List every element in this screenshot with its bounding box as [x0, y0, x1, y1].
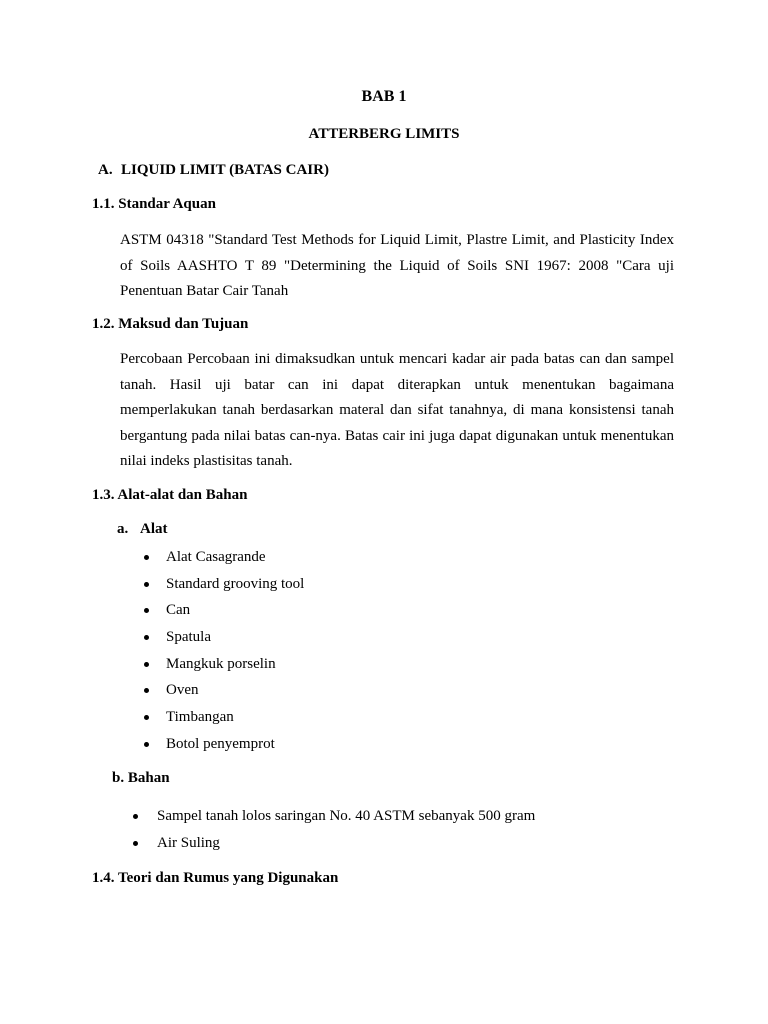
- list-item-label: Oven: [166, 682, 199, 699]
- bullet-icon: [133, 841, 138, 846]
- list-item-label: Sampel tanah lolos saringan No. 40 ASTM sebanyak 500 gram: [157, 808, 536, 824]
- list-item-label: Standard grooving tool: [166, 575, 305, 592]
- bullet-icon: [144, 742, 149, 747]
- bullet-icon: [144, 662, 149, 667]
- bullet-icon: [144, 688, 149, 693]
- bullet-icon: [144, 635, 149, 640]
- list-item-label: Alat Casagrande: [166, 549, 266, 565]
- bullet-icon: [133, 814, 138, 819]
- chapter-heading: BAB 1: [361, 88, 407, 105]
- document-title: ATTERBERG LIMITS: [308, 126, 460, 142]
- heading-1-1: 1.1. Standar Aquan: [92, 196, 216, 212]
- paragraph-standar-aquan: ASTM 04318 "Standard Test Methods for Liquid Limit, Plastre Limit, and Plasticity Index of Soils AASHTO T 89 "Determining the Liquid of Soils SNI 1967: 2008 "Cara uji Penentuan Batar Cair Tanah: [120, 232, 674, 299]
- heading-1-4: 1.4. Teori dan Rumus yang Digunakan: [92, 870, 339, 886]
- section-a-marker: A.: [98, 162, 113, 178]
- bullet-icon: [144, 582, 149, 587]
- bahan-label: b. Bahan: [112, 770, 170, 786]
- alat-label: Alat: [140, 521, 168, 537]
- paragraph-maksud-tujuan: Percobaan Percobaan ini dimaksudkan untuk mencari kadar air pada batas can dan sampel tanah. Hasil uji batar can ini dapat diterapkan untuk menentukan bagaimana memperlakukan tanah berdasarkan materal dan sifat tanahnya, di mana konsistensi tanah bergantung pada nilai batas can-nya. Batas cair ini juga dapat digunakan untuk menentukan nilai indeks plastisitas tanah.: [120, 351, 674, 469]
- heading-1-3: 1.3. Alat-alat dan Bahan: [92, 487, 248, 503]
- bullet-icon: [144, 555, 149, 560]
- list-item-label: Spatula: [166, 629, 211, 646]
- alat-marker: a.: [117, 521, 129, 537]
- section-a-title: LIQUID LIMIT (BATAS CAIR): [121, 162, 329, 178]
- bullet-icon: [144, 608, 149, 613]
- list-item-label: Mangkuk porselin: [166, 655, 276, 672]
- heading-1-2: 1.2. Maksud dan Tujuan: [92, 316, 249, 332]
- list-item-label: Botol penyemprot: [166, 735, 275, 752]
- list-item-label: Air Suling: [157, 834, 220, 851]
- bullet-icon: [144, 715, 149, 720]
- list-item-label: Can: [166, 602, 191, 619]
- list-item-label: Timbangan: [166, 709, 234, 726]
